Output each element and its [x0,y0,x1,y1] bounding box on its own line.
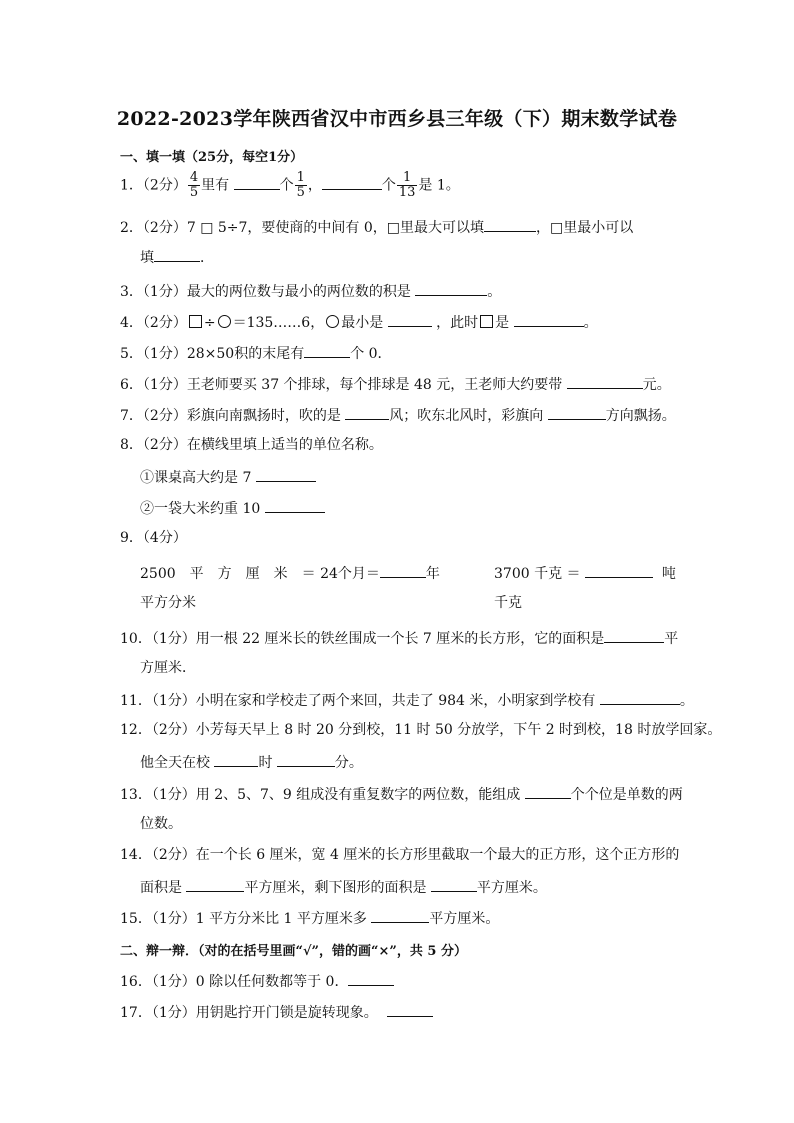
question-1: 1．（2分） $\frac{4}{5}$ 里有 个 $\frac{1}{5}$ ， 个 $\frac{1}{13}$ 是 1。 [120,170,460,200]
question-8-sub-2: ②一袋大米约重 10 [140,498,325,518]
question-12-cont: 他全天在校 时 分。 [140,752,363,772]
answer-blank[interactable] [525,784,571,799]
answer-blank[interactable] [604,628,664,643]
answer-blank[interactable] [234,175,280,190]
answer-blank[interactable] [431,877,477,892]
question-16: 16．（1分）0 除以任何数都等于 0． [120,971,394,991]
question-10: 10．（1分）用一根 22 厘米长的铁丝围成一个长 7 厘米的长方形，它的面积是 平 [120,628,678,648]
answer-blank[interactable] [186,877,244,892]
question-8-sub-1: ①课桌高大约是 7 [140,467,316,487]
answer-blank[interactable] [388,312,432,327]
answer-blank[interactable] [600,690,680,705]
question-14: 14．（2分）在一个长 6 厘米，宽 4 厘米的长方形里截取一个最大的正方形，这个正方形的 [120,847,680,863]
question-10-cont: 方厘米． [140,660,196,676]
answer-blank[interactable] [387,1002,433,1017]
answer-blank[interactable] [548,405,606,420]
section-heading-1: 一、填一填（25分，每空1分） [120,150,304,165]
question-17: 17．（1分）用钥匙拧开门锁是旋转现象。 [120,1002,433,1022]
question-7: 7．（2分）彩旗向南飘扬时，吹的是 风；吹东北风时，彩旗向 方向飘扬。 [120,405,676,425]
answer-blank[interactable] [214,752,258,767]
answer-blank[interactable] [567,374,643,389]
answer-blank[interactable] [371,908,429,923]
answer-blank[interactable] [514,312,584,327]
answer-blank[interactable] [415,281,487,296]
question-9: 9．（4分） [120,530,187,546]
question-4: 4．（2分） ÷ ＝135……6， 最小是 ，此时 是 。 [120,312,598,332]
answer-blank[interactable] [304,343,350,358]
fraction-1-5: $\frac{1}{5}$ [296,170,305,200]
answer-blank[interactable] [484,217,536,232]
question-9-unit-a: 平方分米 [140,595,196,611]
question-13: 13．（1分）用 2、5、7、9 组成没有重复数字的两位数，能组成 个个位是单数的两 [120,784,683,804]
answer-blank[interactable] [265,498,325,513]
circle-icon [326,315,339,328]
question-9-unit-c: 千克 [494,595,522,611]
page-title: 2022-2023学年陕西省汉中市西乡县三年级（下）期末数学试卷 [116,108,678,130]
question-3: 3．（1分）最大的两位数与最小的两位数的积是 。 [120,281,501,301]
fraction-4-5: $\frac{4}{5}$ [189,170,199,200]
circle-icon [218,315,231,328]
question-9-part-c: 3700 千克 ＝ 吨 [494,563,676,583]
answer-blank[interactable] [348,971,394,986]
answer-blank[interactable] [380,563,426,578]
answer-blank[interactable] [154,247,200,262]
question-2: 2．（2分）7 □ 5÷7，要使商的中间有 0，□里最大可以填 ，□里最小可以 [120,217,633,237]
question-6: 6．（1分）王老师要买 37 个排球，每个排球是 48 元，王老师大约要带 元。 [120,374,671,394]
answer-blank[interactable] [256,467,316,482]
question-8: 8．（2分）在横线里填上适当的单位名称。 [120,437,383,453]
fraction-1-13: $\frac{1}{13}$ [398,170,416,200]
question-9-part-a: 2500 平 方 厘 米 ＝ 24个月＝ 年 [140,563,440,583]
question-5: 5．（1分）28×50积的末尾有 个 0． [120,343,392,363]
answer-blank[interactable] [345,405,389,420]
section-heading-2: 二、辩一辩．（对的在括号里画“√”，错的画“×”，共 5 分） [120,944,467,959]
question-2-cont: 填 ． [140,247,214,267]
answer-blank[interactable] [277,752,335,767]
square-box-icon [480,315,493,328]
question-12: 12．（2分）小芳每天早上 8 时 20 分到校，11 时 50 分放学，下午 2 时到校，18 时放学回家。 [120,722,722,738]
answer-blank[interactable] [585,563,653,578]
question-13-cont: 位数。 [140,816,182,832]
question-14-cont: 面积是 平方厘米，剩下图形的面积是 平方厘米。 [140,877,547,897]
question-11: 11．（1分）小明在家和学校走了两个来回，共走了 984 米，小明家到学校有 。 [120,690,694,710]
answer-blank[interactable] [322,175,382,190]
question-15: 15．（1分）1 平方分米比 1 平方厘米多 平方厘米。 [120,908,499,928]
square-box-icon [189,315,202,328]
